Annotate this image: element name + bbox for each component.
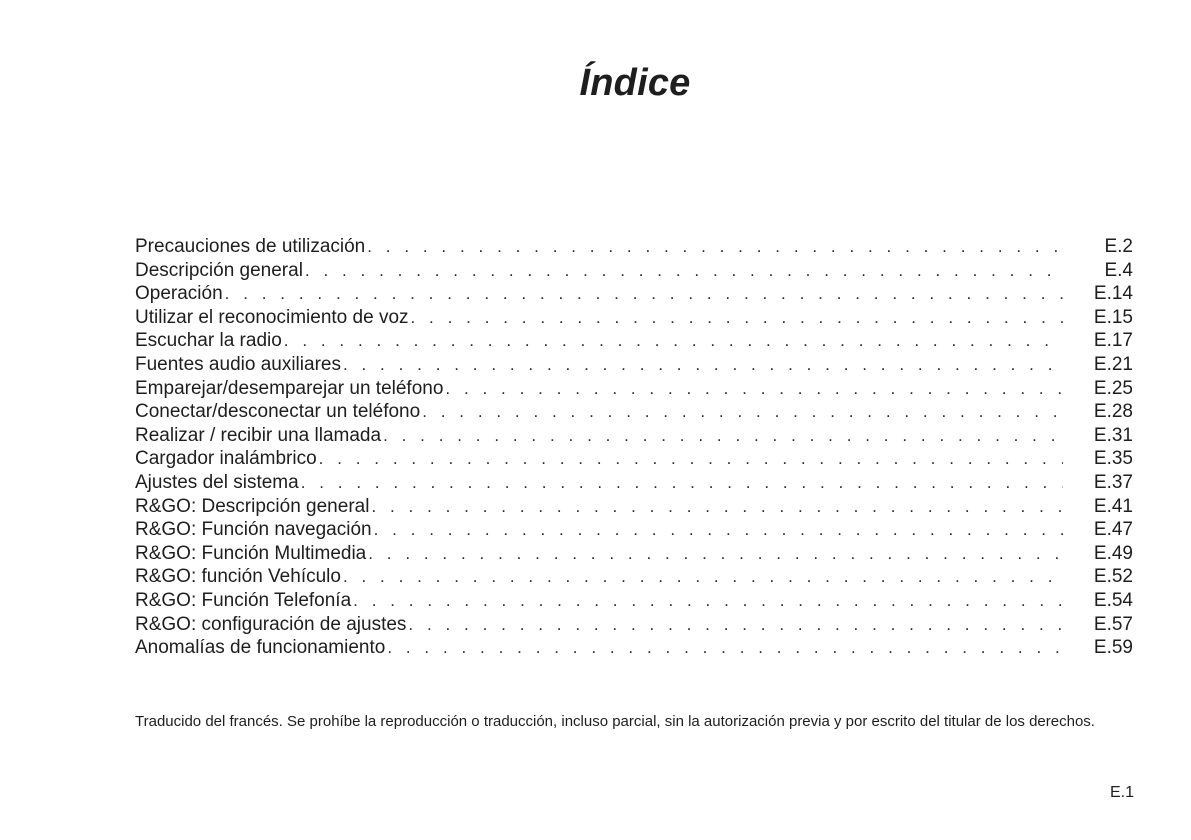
- toc-entry[interactable]: [135, 518, 1133, 542]
- toc-entry-page: E.25: [1093, 377, 1133, 399]
- page-title: Índice: [579, 62, 691, 104]
- toc-entry-page: E.2: [1104, 236, 1133, 257]
- toc-leader-dots: [305, 259, 1063, 283]
- toc-leader-dots: [387, 636, 1063, 660]
- toc-entry[interactable]: [135, 613, 1133, 637]
- toc-entry-label: Escuchar la radio: [135, 330, 282, 352]
- toc-entry[interactable]: [135, 495, 1133, 519]
- toc-entry-label: Cargador inalámbrico: [135, 448, 317, 470]
- toc-entry[interactable]: [135, 329, 1133, 353]
- toc-entry-page: E.41: [1093, 495, 1133, 517]
- toc-entry-label: Operación: [135, 283, 223, 305]
- toc-entry-page: E.31: [1093, 424, 1133, 446]
- toc-entry[interactable]: [135, 353, 1133, 377]
- toc-entry-label: R&GO: Función Telefonía: [135, 589, 352, 611]
- toc-entry[interactable]: [135, 282, 1133, 306]
- toc-entry-label: R&GO: Función navegación: [135, 519, 372, 541]
- toc-entry[interactable]: [135, 542, 1133, 566]
- toc-entry[interactable]: [135, 471, 1133, 495]
- toc-entry-label: Descripción general: [135, 259, 303, 281]
- toc-entry-page: E.28: [1093, 401, 1133, 423]
- toc-entry-page: E.57: [1093, 613, 1133, 635]
- toc-entry-label: R&GO: Descripción general: [135, 495, 370, 517]
- toc-entry-page: E.49: [1093, 542, 1133, 564]
- copyright-notice: Traducido del francés. Se prohíbe la reproducción o traducción, incluso parcial, sin la autorización previa y por escrito del titular de los derechos.: [135, 713, 1095, 730]
- toc-entry[interactable]: [135, 447, 1133, 471]
- toc-entry-label: Conectar/desconectar un teléfono: [135, 401, 421, 423]
- toc-leader-dots: [374, 518, 1063, 542]
- toc-entry-label: R&GO: configuración de ajustes: [135, 613, 407, 635]
- toc-leader-dots: [368, 542, 1063, 566]
- toc-leader-dots: [343, 565, 1063, 589]
- toc-leader-dots: [411, 306, 1063, 330]
- toc-leader-dots: [225, 282, 1063, 306]
- toc-entry-page: E.37: [1093, 471, 1133, 493]
- toc-entry-label: Realizar / recibir una llamada: [135, 424, 382, 446]
- toc-entry-label: Ajustes del sistema: [135, 471, 299, 493]
- toc-entry-label: Fuentes audio auxiliares: [135, 353, 341, 375]
- toc-entry-page: E.47: [1093, 519, 1133, 541]
- toc-entry-page: E.14: [1093, 283, 1133, 305]
- toc-leader-dots: [367, 235, 1063, 259]
- toc-entry-page: E.17: [1093, 330, 1133, 352]
- toc-entry[interactable]: [135, 565, 1133, 589]
- table-of-contents: [135, 235, 1133, 660]
- toc-entry[interactable]: [135, 377, 1133, 401]
- toc-entry-page: E.54: [1093, 589, 1133, 611]
- toc-entry[interactable]: [135, 306, 1133, 330]
- toc-leader-dots: [353, 589, 1063, 613]
- toc-entry[interactable]: [135, 424, 1133, 448]
- toc-leader-dots: [422, 400, 1063, 424]
- toc-entry-page: E.52: [1093, 566, 1133, 588]
- toc-leader-dots: [445, 377, 1063, 401]
- toc-entry-page: E.21: [1093, 353, 1133, 375]
- toc-leader-dots: [319, 447, 1063, 471]
- toc-entry-label: R&GO: Función Multimedia: [135, 542, 367, 564]
- toc-entry-label: Precauciones de utilización: [135, 236, 366, 257]
- toc-entry-label: Anomalías de funcionamiento: [135, 637, 386, 659]
- toc-entry-page: E.35: [1093, 448, 1133, 470]
- toc-entry[interactable]: [135, 636, 1133, 660]
- toc-entry-label: Utilizar el reconocimiento de voz: [135, 306, 409, 328]
- toc-entry[interactable]: [135, 589, 1133, 613]
- toc-entry[interactable]: [135, 259, 1133, 283]
- toc-entry[interactable]: [135, 400, 1133, 424]
- toc-leader-dots: [301, 471, 1063, 495]
- toc-leader-dots: [383, 424, 1063, 448]
- page-number: E.1: [1109, 784, 1134, 801]
- toc-entry[interactable]: [135, 235, 1133, 259]
- toc-entry-label: Emparejar/desemparejar un teléfono: [135, 377, 444, 399]
- toc-entry-label: R&GO: función Vehículo: [135, 566, 341, 588]
- toc-leader-dots: [408, 613, 1063, 637]
- toc-leader-dots: [343, 353, 1063, 377]
- toc-leader-dots: [371, 495, 1063, 519]
- toc-leader-dots: [284, 329, 1063, 353]
- toc-entry-page: E.59: [1093, 637, 1133, 659]
- toc-entry-page: E.4: [1104, 259, 1133, 281]
- toc-entry-page: E.15: [1093, 306, 1133, 328]
